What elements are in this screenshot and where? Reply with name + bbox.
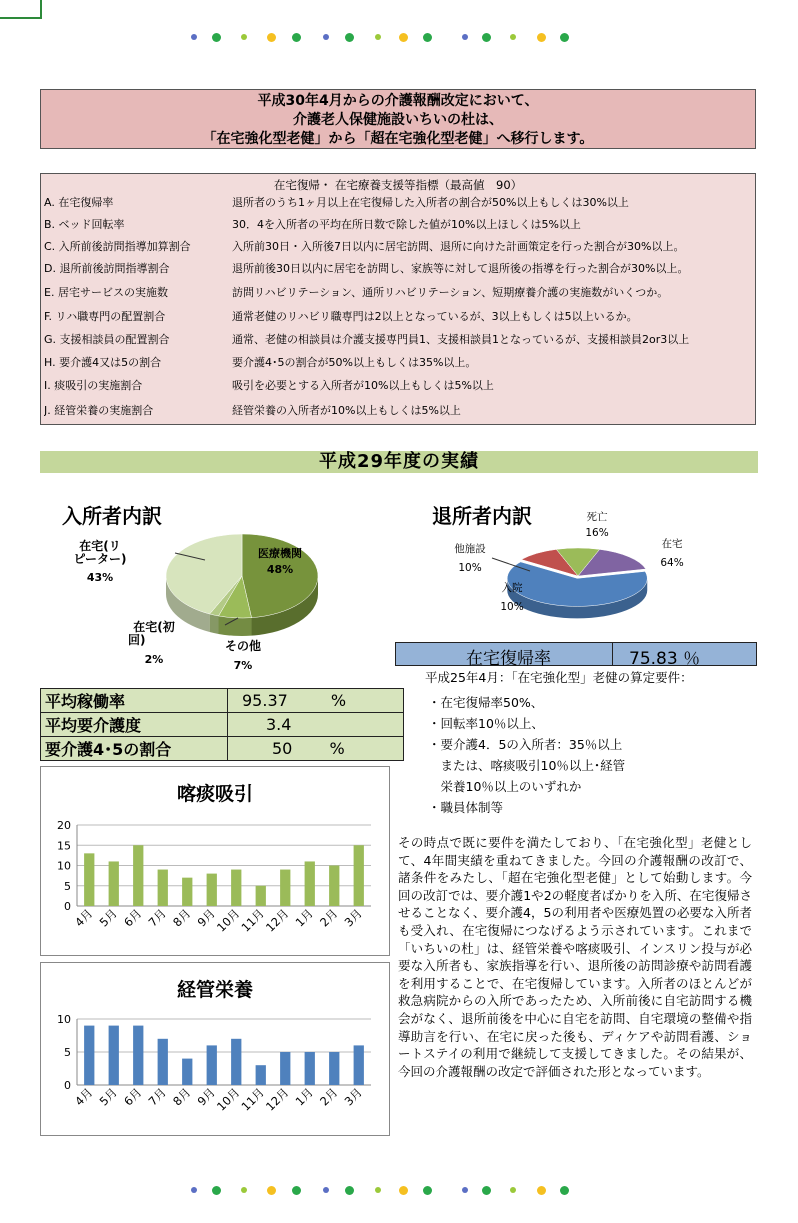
slice-value: 16% <box>585 527 609 539</box>
x-tick-label: 3月 <box>341 906 365 930</box>
slice-label-home <box>650 538 694 570</box>
criteria-label: A. 在宅復帰率 <box>44 196 114 209</box>
decorative-dot <box>292 33 301 42</box>
x-tick-label: 4月 <box>72 906 96 930</box>
criteria-desc: 退所前後30日以内に居宅を訪問し、家族等に対して退所後の指導を行った割合が30%以上。 <box>232 262 689 275</box>
slice-value: 10% <box>458 562 482 574</box>
bar <box>280 870 290 906</box>
decorative-dot <box>241 34 247 40</box>
x-tick-label: 5月 <box>96 906 120 930</box>
bar <box>354 845 364 906</box>
suction-chart-title: 喀痰吸引 <box>176 783 253 805</box>
criteria-label: G. 支援相談員の配置割合 <box>44 333 170 346</box>
section-title: 平成29年度の実績 <box>40 451 758 473</box>
criteria-label: C. 入所前後訪問指導加算割合 <box>44 240 191 253</box>
stat-value: 3.4 <box>266 715 292 734</box>
stat-unit: % <box>330 691 347 710</box>
x-tick-label: 7月 <box>145 906 169 930</box>
criteria-title: 在宅復帰・ 在宅療養支援等指標（最高値 90） <box>273 178 523 192</box>
bar <box>305 1052 315 1085</box>
list-item: ・要介護4．5の入所者：35％以上 <box>428 737 623 752</box>
criteria-row <box>44 402 749 420</box>
bar <box>182 1059 192 1085</box>
table-row <box>41 713 404 737</box>
decorative-dot <box>560 1186 569 1195</box>
slice-name: 医療機関 <box>258 547 302 560</box>
bar <box>109 861 119 906</box>
stat-value-cell <box>228 713 404 737</box>
criteria-label: J. 経管栄養の実施割合 <box>44 404 154 417</box>
slice-value: 2% <box>144 653 164 666</box>
decorative-dot <box>241 1187 247 1193</box>
criteria-row <box>44 216 749 234</box>
decorative-dots-bottom <box>185 1183 575 1197</box>
stat-value-cell <box>228 689 404 713</box>
x-tick-label: 5月 <box>96 1085 120 1109</box>
decorative-dot <box>560 33 569 42</box>
bar <box>207 1045 217 1085</box>
bar <box>280 1052 290 1085</box>
bar <box>329 1052 339 1085</box>
bar <box>231 870 241 906</box>
criteria-box <box>40 173 756 425</box>
criteria-desc: 訪問リハビリテーション、通所リハビリテーション、短期療養介護の実施数がいくつか。 <box>232 286 669 299</box>
slice-label-medical <box>258 547 302 576</box>
slice-value: 43% <box>86 571 114 584</box>
x-tick-label: 7月 <box>145 1085 169 1109</box>
slice-label-first <box>124 621 184 666</box>
stat-unit: % <box>329 739 345 758</box>
list-item: 栄養10％以上のいずれか <box>428 779 582 794</box>
bar <box>84 1026 94 1085</box>
tube-feeding-chart-box <box>40 962 390 1136</box>
slice-label-hospital <box>490 582 534 614</box>
stat-value: 95.37 <box>242 691 288 710</box>
slice-name: 他施設 <box>454 543 486 555</box>
discharges-chart-title: 退所者内訳 <box>432 504 532 528</box>
decorative-dot <box>462 34 468 40</box>
bar <box>305 861 315 906</box>
x-tick-label: 12月 <box>262 906 292 935</box>
decorative-dot <box>345 33 354 42</box>
x-tick-label: 3月 <box>341 1085 365 1109</box>
decorative-dot <box>212 1186 221 1195</box>
decorative-dot <box>482 33 491 42</box>
stats-table <box>40 688 404 761</box>
stat-label: 平均要介護度 <box>41 713 228 737</box>
banner-line-2: 介護老人保健施設いちいの杜は、 <box>293 112 503 128</box>
bar <box>256 886 266 906</box>
slice-label-repeater <box>60 540 140 584</box>
x-tick-label: 8月 <box>170 906 194 930</box>
banner-line-1: 平成30年4月からの介護報酬改定において、 <box>257 93 539 109</box>
slice-value: 10% <box>500 601 524 613</box>
decorative-dot <box>191 1187 197 1193</box>
bar <box>158 870 168 906</box>
tube-feeding-bar-chart <box>41 963 389 1135</box>
decorative-dot <box>510 1187 516 1193</box>
list-item: ・在宅復帰率50%、 <box>428 695 544 710</box>
bar <box>329 866 339 907</box>
x-tick-label: 1月 <box>292 1085 316 1109</box>
home-return-rate-value: 75.83 ％ <box>629 649 701 669</box>
stat-value-cell <box>228 737 404 761</box>
x-tick-label: 10月 <box>213 1085 243 1114</box>
home-return-rate-label: 在宅復帰率 <box>466 649 551 669</box>
bar <box>182 878 192 906</box>
criteria-row <box>44 308 749 326</box>
criteria-desc: 通常老健のリハビリ職専門は2以上となっているが、3以上もしくは5以上いるか。 <box>232 310 638 323</box>
x-tick-label: 8月 <box>170 1085 194 1109</box>
x-tick-label: 6月 <box>121 1085 145 1109</box>
table-row <box>41 689 404 713</box>
bar <box>231 1039 241 1085</box>
slice-label-facility <box>448 543 492 575</box>
criteria-desc: 要介護4･5の割合が50%以上もしくは35%以上。 <box>232 356 477 369</box>
pie-slice-side <box>219 616 252 636</box>
y-tick-label: 5 <box>64 879 71 893</box>
home-return-rate-box <box>395 642 757 669</box>
slice-label-other <box>218 640 268 672</box>
criteria-row <box>44 354 749 372</box>
criteria-desc: 通常、老健の相談員は介護支援専門員1、支援相談員1となっているが、支援相談員2or3以上 <box>232 333 690 346</box>
table-row <box>41 737 404 761</box>
bar <box>133 1026 143 1085</box>
slice-name-cont: ピーター) <box>73 552 127 566</box>
decorative-dots-top <box>185 30 575 44</box>
criteria-row <box>44 238 749 256</box>
decorative-dot <box>399 33 408 42</box>
y-tick-label: 0 <box>64 1079 71 1092</box>
decorative-dot <box>323 34 329 40</box>
x-tick-label: 10月 <box>213 906 243 935</box>
criteria-label: E. 居宅サービスの実施数 <box>44 286 168 299</box>
bar <box>84 853 94 906</box>
criteria-row <box>44 331 749 349</box>
stat-label: 平均稼働率 <box>41 689 228 713</box>
x-tick-label: 2月 <box>317 906 341 930</box>
y-tick-label: 10 <box>57 859 71 873</box>
requirements-list <box>428 692 625 818</box>
decorative-dot <box>191 34 197 40</box>
list-item: ・職員体制等 <box>428 800 504 815</box>
decorative-dot <box>537 33 546 42</box>
tube-feeding-chart-title: 経管栄養 <box>176 979 253 1001</box>
y-tick-label: 5 <box>64 1046 71 1059</box>
slice-value: 48% <box>266 563 294 576</box>
list-item: ・回転率10％以上、 <box>428 716 544 731</box>
slice-name: 在宅(リ <box>79 539 121 553</box>
y-tick-label: 20 <box>57 819 71 832</box>
slice-name-cont: 回) <box>128 633 146 647</box>
x-tick-label: 12月 <box>262 1085 292 1114</box>
decorative-dot <box>510 34 516 40</box>
bar <box>207 874 217 906</box>
decorative-dot <box>375 1187 381 1193</box>
decorative-dot <box>345 1186 354 1195</box>
slice-label-death <box>575 511 619 540</box>
bar <box>109 1026 119 1085</box>
criteria-label: F. リハ職専門の配置割合 <box>44 310 166 323</box>
x-tick-label: 1月 <box>292 906 316 930</box>
criteria-desc: 退所者のうち1ヶ月以上在宅復帰した入所者の割合が50%以上もしくは30%以上 <box>232 196 629 209</box>
x-tick-label: 11月 <box>238 1085 267 1114</box>
criteria-desc: 入所前30日・入所後7日以内に居宅訪問、退所に向けた計画策定を行った割合が30%以上。 <box>232 240 685 253</box>
stat-value: 50 <box>272 739 293 758</box>
criteria-desc: 吸引を必要とする入所者が10%以上もしくは5%以上 <box>232 379 494 392</box>
bar <box>133 845 143 906</box>
slice-value: 7% <box>233 659 253 672</box>
decorative-dot <box>482 1186 491 1195</box>
criteria-row <box>44 260 749 278</box>
criteria-row <box>44 377 749 395</box>
bar <box>354 1045 364 1085</box>
stat-label: 要介護4･5の割合 <box>41 737 228 761</box>
criteria-row <box>44 194 749 212</box>
criteria-row <box>44 284 749 302</box>
criteria-desc: 30．4を入所者の平均在所日数で除した値が10%以上ほしくは5%以上 <box>232 218 581 231</box>
criteria-label: B. ベッド回転率 <box>44 218 125 231</box>
slice-name: その他 <box>224 639 261 653</box>
suction-bar-chart <box>41 767 389 955</box>
x-tick-label: 9月 <box>194 1085 218 1109</box>
decorative-dot <box>375 34 381 40</box>
x-tick-label: 9月 <box>194 906 218 930</box>
decorative-dot <box>462 1187 468 1193</box>
slice-name: 入院 <box>501 582 523 594</box>
decorative-dot <box>537 1186 546 1195</box>
divider <box>612 643 613 665</box>
corner-mark <box>0 0 42 19</box>
bar <box>256 1065 266 1085</box>
y-tick-label: 10 <box>57 1013 71 1026</box>
x-tick-label: 6月 <box>121 906 145 930</box>
slice-value: 64% <box>660 557 684 569</box>
bar <box>158 1039 168 1085</box>
x-tick-label: 2月 <box>317 1085 341 1109</box>
x-tick-label: 11月 <box>238 906 267 935</box>
slice-name: 在宅 <box>661 538 683 550</box>
announcement-banner <box>40 89 756 149</box>
requirements-heading: 平成25年4月：「在宅強化型」老健の算定要件： <box>425 670 693 685</box>
slice-name: 在宅(初 <box>133 620 175 634</box>
suction-chart-box <box>40 766 390 956</box>
x-tick-label: 4月 <box>72 1085 96 1109</box>
body-paragraph: その時点で既に要件を満たしており、「在宅強化型」老健として、4年間実績を重ねてきました。今回の介護報酬の改訂で、諸条件をみたし、「超在宅強化型老健」として始動します。今回の改訂では、要介護1や2の軽度者ばかりを入所、在宅復帰させることなく、要介護4，5の利用者や医療処置の必要な入所者も受入れ、在宅復帰につなげるよう示されています。これまで「いちいの杜」は、経管栄養や喀痰吸引、インスリン投与が必要な入所者も、家族指導を行い、退所後の訪問診療や訪問看護を利用することで、在宅復帰しています。入所者のほとんどが救急病院からの入所であったため、入所前後に自宅訪問する機会がなく、退所前後を中心に自宅を訪問、自宅環境の整備や指導助言を行い、在宅に戻った後も、ディケアや訪問看護、ショートステイの利用で継続して支援してきました。その結果が、今回の介護報酬の改定で評価された形となっています。 <box>398 835 752 1079</box>
y-tick-label: 0 <box>64 900 71 913</box>
slice-name: 死亡 <box>586 511 608 523</box>
banner-line-3: 「在宅強化型老健」から「超在宅強化型老健」へ移行します。 <box>202 131 594 147</box>
decorative-dot <box>323 1187 329 1193</box>
decorative-dot <box>267 1186 276 1195</box>
decorative-dot <box>267 33 276 42</box>
decorative-dot <box>212 33 221 42</box>
decorative-dot <box>399 1186 408 1195</box>
decorative-dot <box>423 1186 432 1195</box>
criteria-desc: 経管栄養の入所者が10%以上もしくは5%以上 <box>232 404 461 417</box>
decorative-dot <box>292 1186 301 1195</box>
y-tick-label: 15 <box>57 839 71 853</box>
decorative-dot <box>423 33 432 42</box>
criteria-label: H. 要介護4又は5の割合 <box>44 356 162 369</box>
list-item: または、喀痰吸引10％以上･経管 <box>428 758 626 773</box>
pie-slice-side <box>210 614 219 634</box>
criteria-label: D. 退所前後訪問指導割合 <box>44 262 170 275</box>
admissions-chart-title: 入所者内訳 <box>62 504 162 528</box>
criteria-label: I. 痰吸引の実施割合 <box>44 379 143 392</box>
